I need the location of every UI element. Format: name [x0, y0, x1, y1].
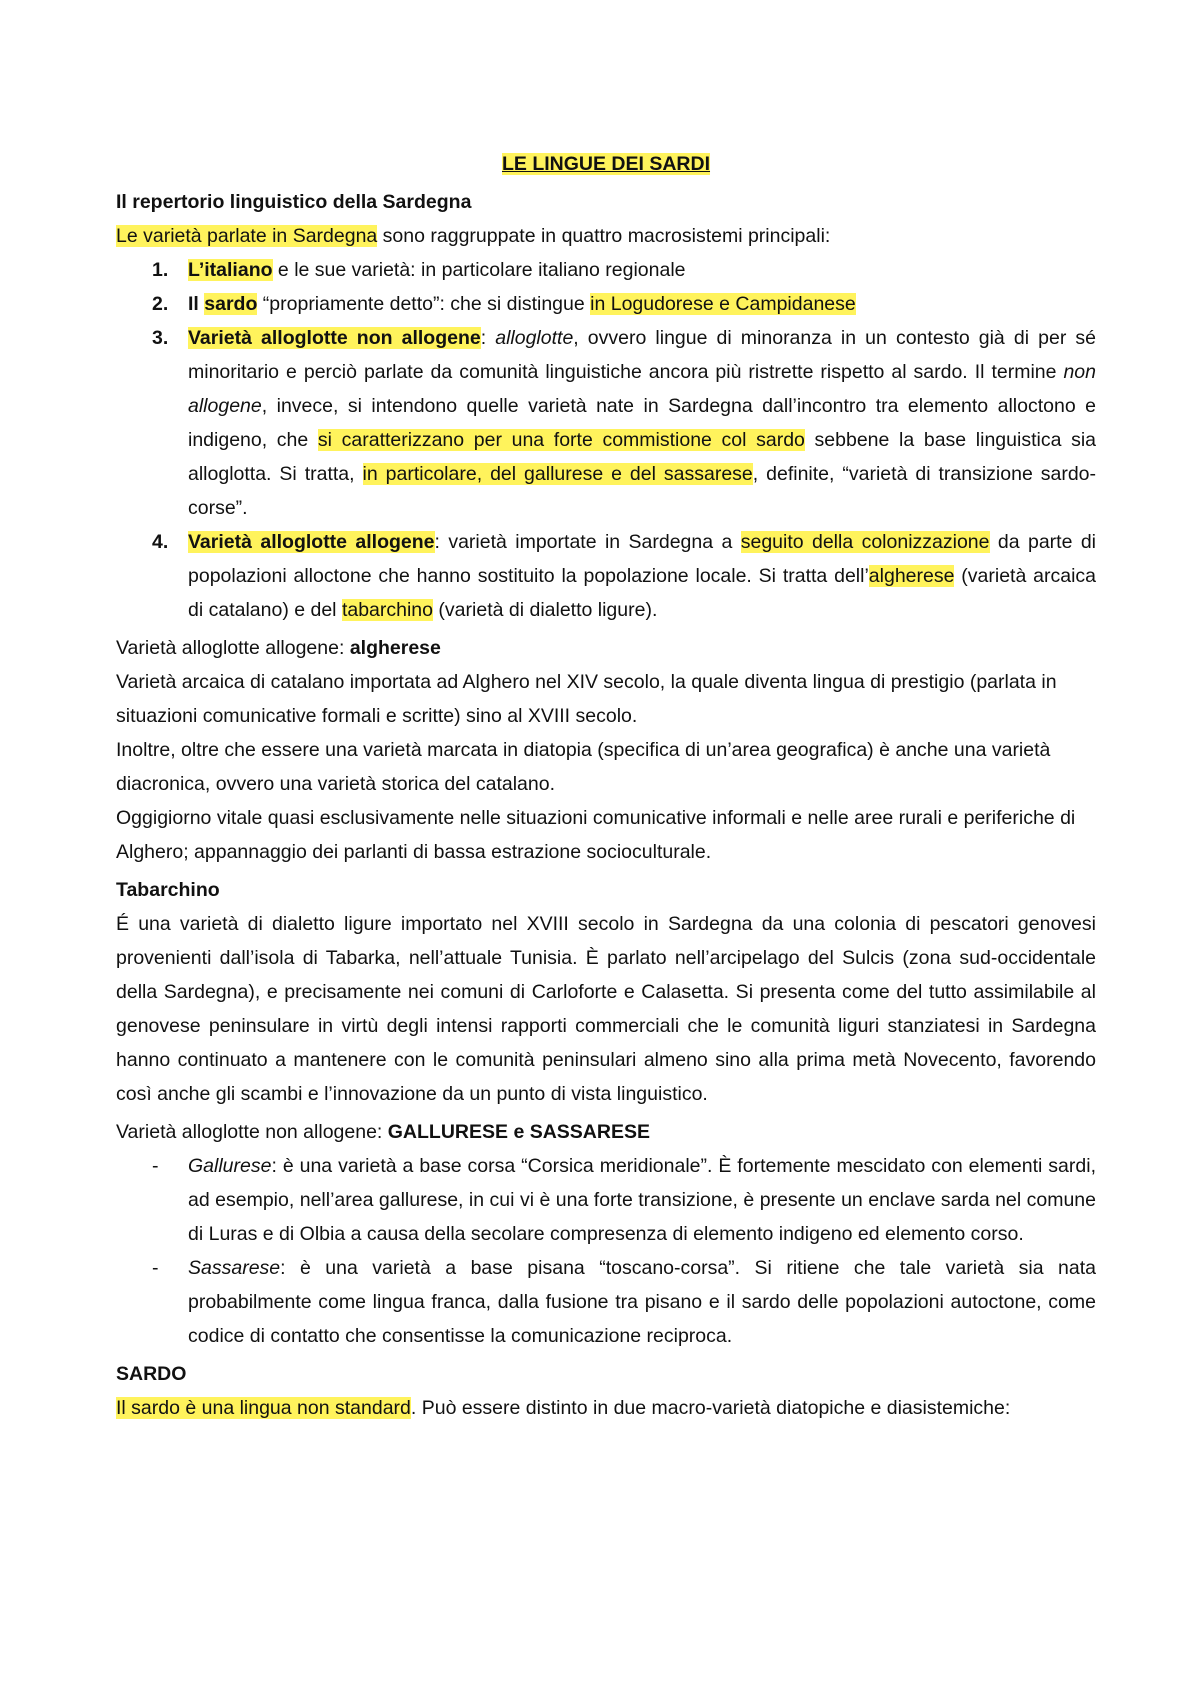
list-item-italiano: 1. L’italiano e le sue varietà: in particolare italiano regionale	[152, 259, 686, 281]
list-item-sardo: 2. Il sardo “propriamente detto”: che si distingue in Logudorese e Campidanese	[152, 293, 856, 315]
list-item-gallurese: - Gallurese: è una varietà a base corsa “Corsica meridionale”. È fortemente mescidato con elementi sardi, ad esempio, nell’area gallurese, in cui vi è una forte transizione, è presente un enclave sarda nel comune di Luras e di Olbia a causa della secolare compresenza di elemento indigeno ed elemento corso.	[152, 1155, 1096, 1245]
section-heading-algherese: Varietà alloglotte allogene: algherese	[116, 637, 441, 659]
list-item-sassarese: - Sassarese: è una varietà a base pisana “toscano-corsa”. Si ritiene che tale varietà sia nata probabilmente come lingua franca, dalla fusione tra pisano e il sardo delle popolazioni autoctone, come codice di contatto che consentisse la comunicazione reciproca.	[152, 1257, 1096, 1347]
algherese-paragraph-3: Oggigiorno vitale quasi esclusivamente nelle situazioni comunicative informali e nelle aree rurali e periferiche di Alghero; appannaggio dei parlanti di bassa estrazione socioculturale.	[116, 807, 1076, 863]
list-item-non-allogene: 3. Varietà alloglotte non allogene: alloglotte, ovvero lingue di minoranza in un contesto già di per sé minoritario e perciò parlate da comunità linguistiche ancora più ristrette rispetto al sardo. Il termine non allogene, invece, si intendono quelle varietà nate in Sardegna dall’incontro tra elemento alloctono e indigeno, che si caratterizzano per una forte commistione col sardo sebbene la base linguistica sia alloglotta. Si tratta, in particolare, del gallurese e del sassarese, definite, “varietà di transizione sardo-corse”.	[152, 327, 1097, 519]
tabarchino-paragraph: É una varietà di dialetto ligure importato nel XVIII secolo in Sardegna da una colonia di pescatori genovesi provenienti dall’isola di Tabarka, nell’attuale Tunisia. È parlato nell’arcipelago del Sulcis (zona sud-occidentale della Sardegna), e precisamente nei comuni di Carloforte e Calasetta. Si presenta come del tutto assimilabile al genovese peninsulare in virtù degli intensi rapporti commerciali che le comunità liguri stanziatesi in Sardegna hanno continuato a mantenere con le comunità peninsulari almeno sino alla prima metà Novecento, favorendo così anche gli scambi e l’innovazione da un punto di vista linguistico.	[116, 913, 1096, 1105]
section-heading-tabarchino: Tabarchino	[116, 879, 220, 901]
section-heading-sardo: SARDO	[116, 1363, 187, 1385]
list-item-allogene: 4. Varietà alloglotte allogene: varietà importate in Sardegna a seguito della colonizzazione da parte di popolazioni alloctone che hanno sostituito la popolazione locale. Si tratta dell’algherese (varietà arcaica di catalano) e del tabarchino (varietà di dialetto ligure).	[152, 531, 1096, 621]
gallurese-sassarese-list	[116, 1149, 1096, 1353]
algherese-paragraph-2: Inoltre, oltre che essere una varietà marcata in diatopia (specifica di un’area geografica) è anche una varietà diacronica, ovvero una varietà storica del catalano.	[116, 739, 1051, 795]
document-title: LE LINGUE DEI SARDI	[501, 153, 711, 175]
section-heading-repertorio: Il repertorio linguistico della Sardegna	[116, 191, 472, 213]
macrosystems-list	[116, 253, 1096, 627]
section-heading-gallurese-sassarese: Varietà alloglotte non allogene: GALLURESE e SASSARESE	[116, 1121, 650, 1143]
sardo-paragraph: Il sardo è una lingua non standard. Può essere distinto in due macro-varietà diatopiche e diasistemiche:	[116, 1397, 1011, 1419]
intro-paragraph: Le varietà parlate in Sardegna sono raggruppate in quattro macrosistemi principali:	[116, 225, 831, 247]
algherese-paragraph-1: Varietà arcaica di catalano importata ad Alghero nel XIV secolo, la quale diventa lingua di prestigio (parlata in situazioni comunicative formali e scritte) sino al XVIII secolo.	[116, 671, 1057, 727]
